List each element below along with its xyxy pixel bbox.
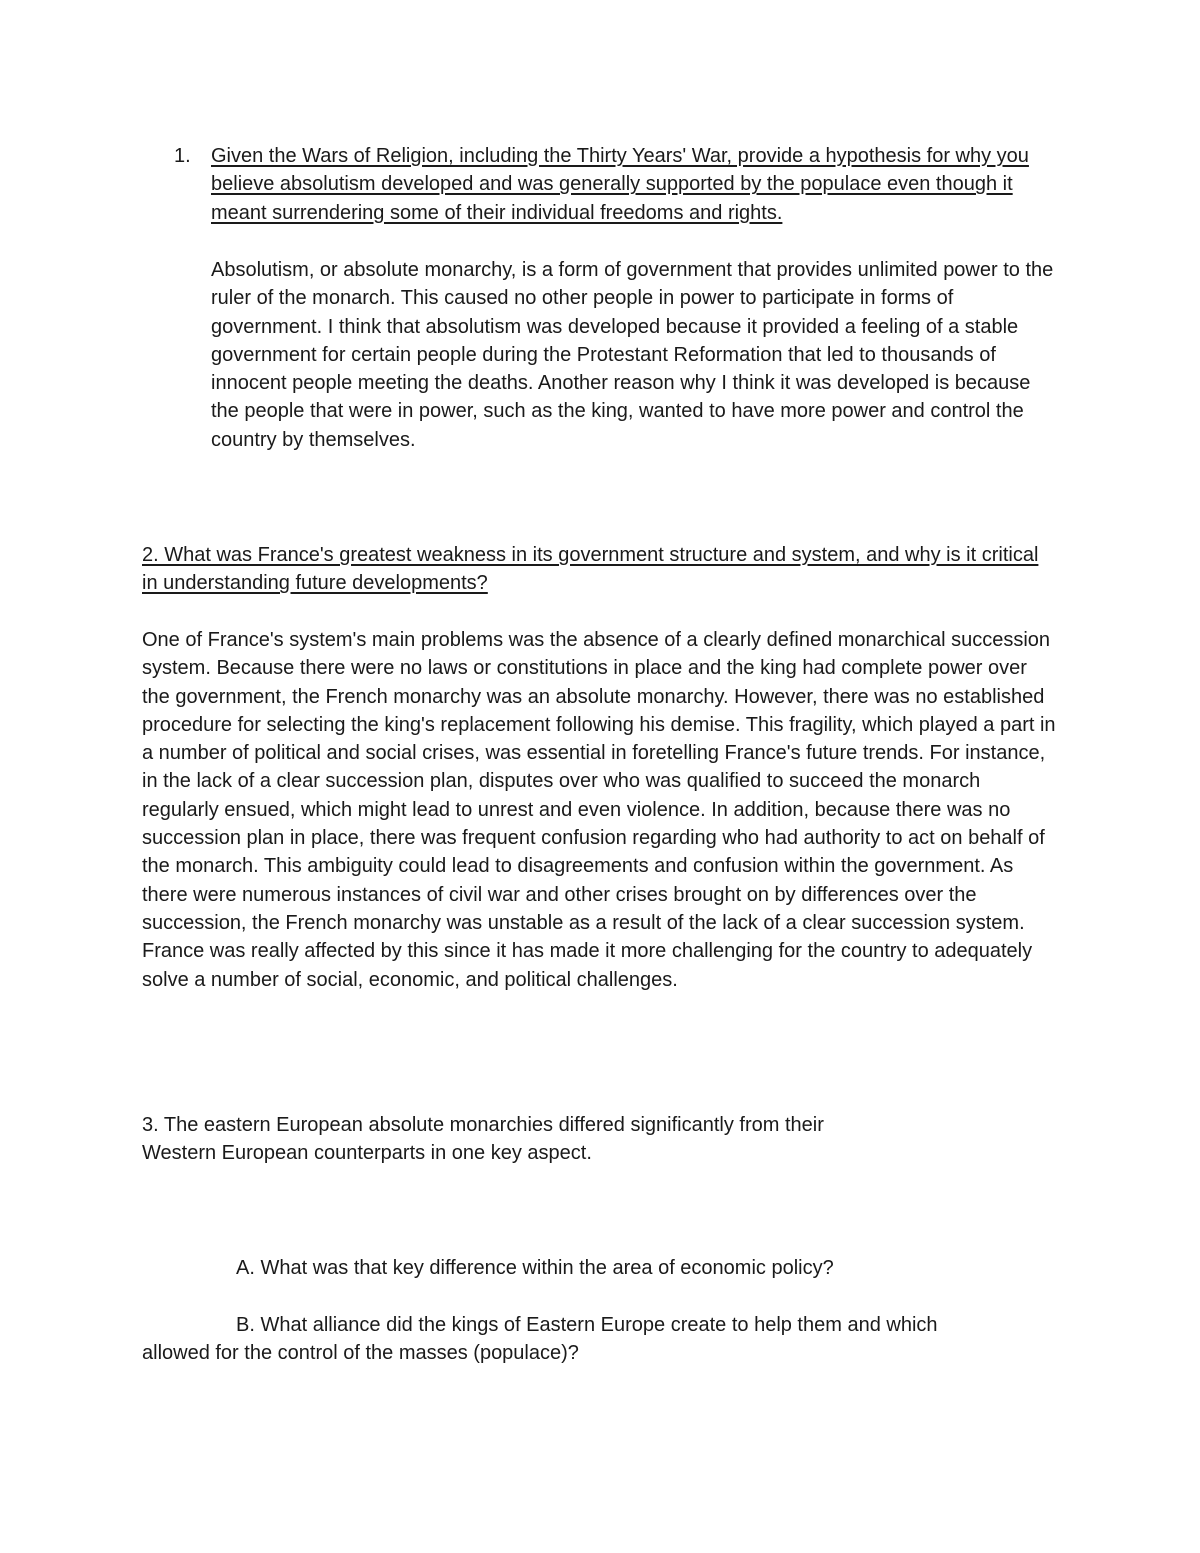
question-2-answer: One of France's system's main problems was the absence of a clearly defined monarchical succession system. Because there were no laws or constitutions in place and the king had complete power over the government, the French monarchy was an absolute monarchy. However, there was no established procedure for selecting the king's replacement following his demise. This fragility, which played a part in a number of political and social crises, was essential in foretelling France's future trends. For instance, in the lack of a clear succession plan, disputes over who was qualified to succeed the monarch regularly ensued, which might lead to unrest and even violence. In addition, because there was no succession plan in place, there was frequent confusion regarding who had authority to act on behalf of the monarch. This ambiguity could lead to disagreements and confusion within the government. As there were numerous instances of civil war and other crises brought on by differences over the succession, the French monarchy was unstable as a result of the lack of a clear succession system. France was really affected by this since it has made it more challenging for the country to adequately solve a number of social, economic, and political challenges. bbox=[142, 629, 1056, 991]
question-2-prompt: 2. What was France's greatest weakness in its government structure and system, and why is it critical in understanding future developments? bbox=[142, 544, 1039, 595]
question-1-prompt: Given the Wars of Religion, including the Thirty Years' War, provide a hypothesis for why you believe absolutism developed and was generally supported by the populace even though it meant surrendering some of their individual freedoms and rights. bbox=[211, 145, 1029, 224]
question-3-part-a: A. What was that key difference within the area of economic policy? bbox=[236, 1257, 834, 1279]
question-3-part-b: B. What alliance did the kings of Eastern Europe create to help them and which allowed for the control of the masses (populace)? bbox=[142, 1314, 938, 1365]
question-3-prompt: 3. The eastern European absolute monarchies differed significantly from their Western European counterparts in one key aspect. bbox=[142, 1114, 824, 1165]
question-1-number: 1. bbox=[174, 145, 191, 167]
question-1-answer: Absolutism, or absolute monarchy, is a form of government that provides unlimited power to the ruler of the monarch. This caused no other people in power to participate in forms of government. I think that absolutism was developed because it provided a feeling of a stable government for certain people during the Protestant Reformation that led to thousands of innocent people meeting the deaths. Another reason why I think it was developed is because the people that were in power, such as the king, wanted to have more power and control the country by themselves. bbox=[211, 259, 1054, 451]
